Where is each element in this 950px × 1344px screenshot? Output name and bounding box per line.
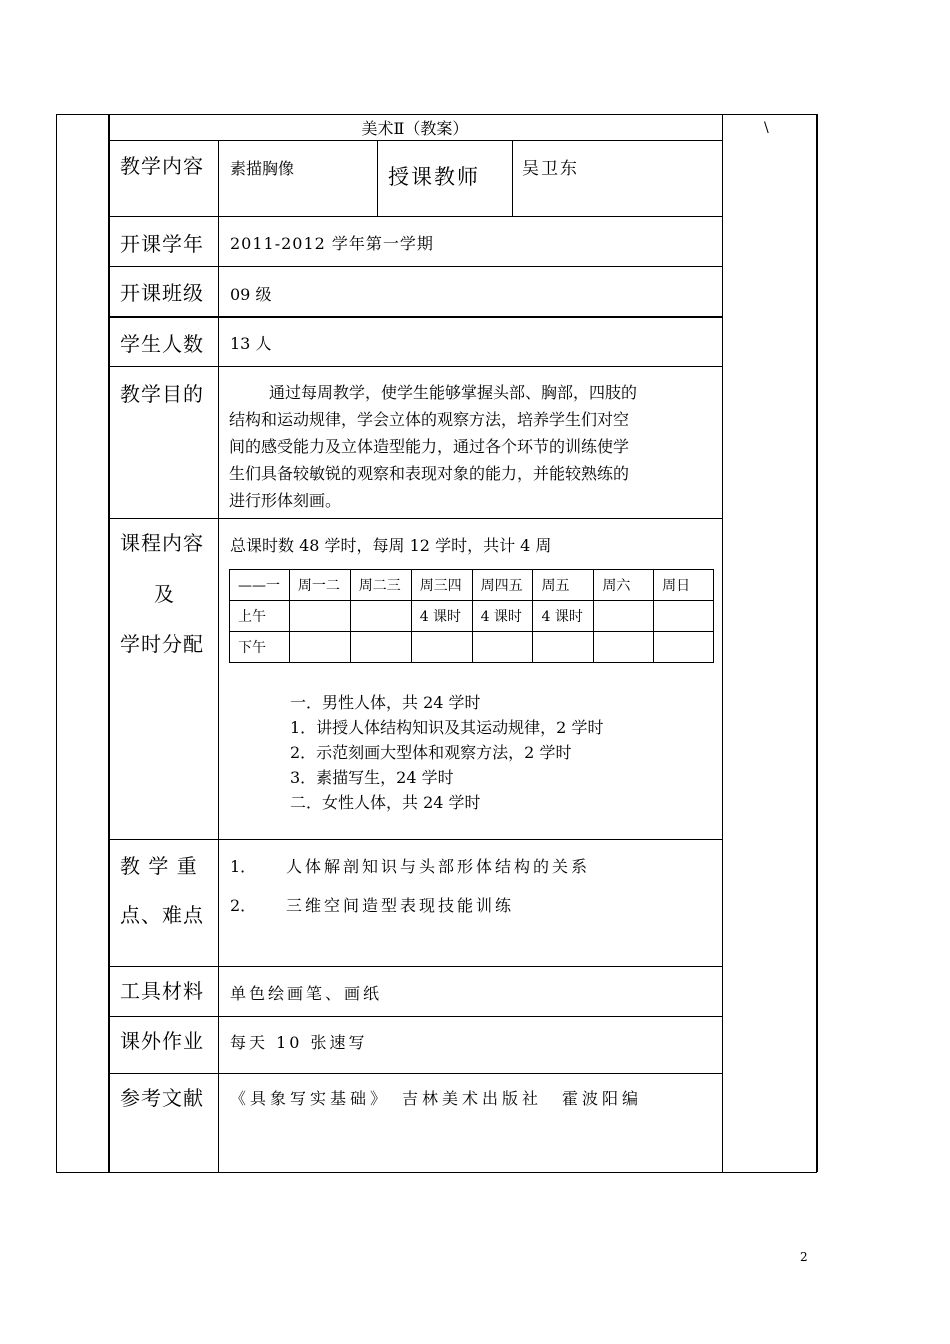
schedule-cell xyxy=(289,601,350,632)
frame-inner-right-border xyxy=(722,114,723,1172)
row-line xyxy=(108,839,723,840)
schedule-cell: 4 课时 xyxy=(472,601,533,632)
schedule-cell: 上午 xyxy=(230,601,290,632)
focus-item-number: 2． xyxy=(230,896,257,915)
document-title: 美术Ⅱ（教案） xyxy=(361,119,469,138)
course-item: 一．男性人体，共 24 学时 xyxy=(290,693,481,712)
grade-label: 开课班级 xyxy=(120,281,204,305)
focus-label-line: 教 学 重 xyxy=(120,854,198,878)
goal-line: 生们具备较敏锐的观察和表现对象的能力，并能较熟练的 xyxy=(229,464,630,483)
row-line xyxy=(108,140,723,141)
homework-value: 每天 10 张速写 xyxy=(230,1033,368,1052)
focus-item-text: 三维空间造型表现技能训练 xyxy=(286,896,515,915)
frame-bottom-border xyxy=(56,1172,817,1173)
homework-label: 课外作业 xyxy=(120,1029,204,1053)
students-label: 学生人数 xyxy=(120,332,204,356)
course-label-line: 课程内容 xyxy=(120,531,204,555)
schedule-header-cell: 周三四 xyxy=(411,570,472,601)
schedule-cell xyxy=(350,632,411,663)
schedule-cell xyxy=(594,632,654,663)
schedule-cell xyxy=(594,601,654,632)
goal-paragraph xyxy=(229,379,719,514)
year-value: 2011-2012 学年第一学期 xyxy=(230,234,434,253)
schedule-cell xyxy=(350,601,411,632)
schedule-cell xyxy=(654,601,714,632)
schedule-header-cell: 周六 xyxy=(594,570,654,601)
students-value: 13 人 xyxy=(230,334,272,353)
goal-label: 教学目的 xyxy=(120,382,204,406)
focus-item-number: 1． xyxy=(230,857,257,876)
content-label: 教学内容 xyxy=(120,154,204,178)
frame-right-border xyxy=(816,114,818,1172)
frame-top-border xyxy=(56,114,817,115)
row-line xyxy=(108,366,723,367)
goal-line: 间的感受能力及立体造型能力，通过各个环节的训练使学 xyxy=(229,437,630,456)
schedule-header-cell: 周一二 xyxy=(289,570,350,601)
schedule-header-cell: 周日 xyxy=(654,570,714,601)
teacher-name: 吴卫东 xyxy=(522,159,579,179)
row-line xyxy=(108,966,723,967)
grade-value: 09 级 xyxy=(230,285,272,304)
schedule-row-morning xyxy=(230,601,714,632)
frame-inner-left-border xyxy=(108,114,110,1172)
schedule-cell: 4 课时 xyxy=(533,601,594,632)
goal-line: 结构和运动规律，学会立体的观察方法，培养学生们对空 xyxy=(229,410,630,429)
schedule-cell xyxy=(411,632,472,663)
schedule-cell xyxy=(472,632,533,663)
refs-value: 《具象写实基础》 吉林美术出版社 霍波阳编 xyxy=(230,1089,643,1108)
content-value: 素描胸像 xyxy=(230,159,295,178)
schedule-header-cell: 周二三 xyxy=(350,570,411,601)
schedule-cell xyxy=(654,632,714,663)
tools-value: 单色绘画笔、画纸 xyxy=(230,984,383,1003)
course-item: 1．讲授人体结构知识及其运动规律，2 学时 xyxy=(290,718,604,737)
course-label-line: 及 xyxy=(154,582,175,606)
teacher-label: 授课教师 xyxy=(388,165,480,189)
corner-mark: \ xyxy=(764,120,769,136)
row-line xyxy=(108,266,723,267)
row-line xyxy=(108,1073,723,1074)
schedule-cell: 下午 xyxy=(230,632,290,663)
goal-line: 进行形体刻画。 xyxy=(229,491,342,510)
schedule-header-cell: ——一 xyxy=(230,570,290,601)
teacher-value-divider xyxy=(512,140,513,216)
focus-label-line: 点、难点 xyxy=(120,903,204,927)
course-label-line: 学时分配 xyxy=(120,632,204,656)
schedule-cell xyxy=(533,632,594,663)
page-number: 2 xyxy=(800,1250,808,1264)
teacher-label-divider xyxy=(377,140,378,216)
schedule-table xyxy=(229,569,714,663)
course-items-list xyxy=(290,690,603,815)
tools-label: 工具材料 xyxy=(120,979,204,1003)
course-summary: 总课时数 48 学时，每周 12 学时，共计 4 周 xyxy=(230,536,552,555)
row-line xyxy=(108,216,723,217)
schedule-header-row xyxy=(230,570,714,601)
year-label: 开课学年 xyxy=(120,232,204,256)
schedule-row-afternoon xyxy=(230,632,714,663)
course-item: 2．示范刻画大型体和观察方法，2 学时 xyxy=(290,743,572,762)
course-item: 3．素描写生，24 学时 xyxy=(290,768,454,787)
schedule-cell: 4 课时 xyxy=(411,601,472,632)
schedule-header-cell: 周四五 xyxy=(472,570,533,601)
refs-label: 参考文献 xyxy=(120,1086,204,1110)
schedule-header-cell: 周五 xyxy=(533,570,594,601)
schedule-cell xyxy=(289,632,350,663)
label-column-divider xyxy=(218,140,219,1172)
row-line xyxy=(108,1016,723,1017)
row-line xyxy=(108,518,723,519)
goal-line: 通过每周教学，使学生能够掌握头部、胸部，四肢的 xyxy=(269,383,638,402)
row-line xyxy=(108,316,723,318)
course-item: 二．女性人体，共 24 学时 xyxy=(290,793,481,812)
frame-left-border xyxy=(56,114,57,1172)
focus-item-text: 人体解剖知识与头部形体结构的关系 xyxy=(286,857,591,876)
